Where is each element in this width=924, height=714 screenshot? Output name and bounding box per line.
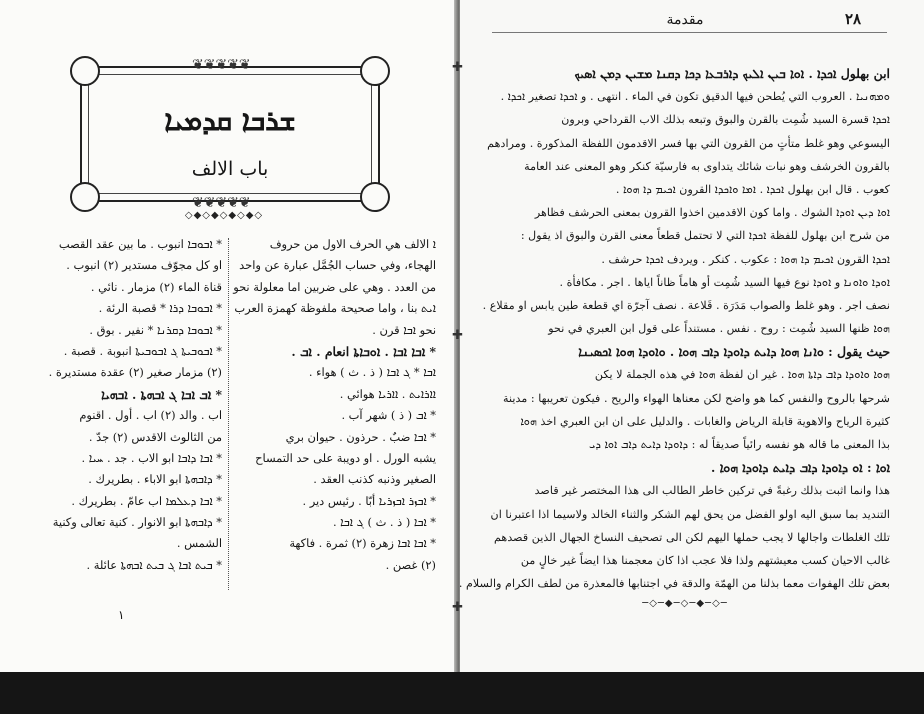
entry-line: * ܐܒܘܒܐ انبوب . ما بين عقد القصب [58,237,222,251]
text-line: التنديد بما سبق اليه اولو الفضل من يحق لهم الشكر والثناء الخالد ولاسيما اذا اعتبرنا ان [490,507,890,521]
entry-line: من العدد . وهي على ضربين اما معلولة نحو [233,279,436,294]
text-line: غالب الاحيان كسب معيشتهم ولذا فلا عجب اذا كان معجمنا هذا ايضاً غير خالٍ من [520,553,890,567]
column-divider [228,238,229,590]
text-line: ܐܟܕܐ قسرة السيد شُمِت بالقرن والبوق وتبعه بذلك الاب القرداحي وبرون [561,113,890,127]
text-line: كثيرة الرياح والاهوية قابلة الرياض والغابات . والدليل على ان ابن العبري اخذ ܗܘܐ [520,414,890,428]
page-number: ١ [118,608,125,622]
text-line: نصف اجر . وهو غلط والصواب مَدَرَة . قَلاعة . نصف آجرّة اي قطعة طين يابس او مقلاع . [482,298,890,312]
chapter-title-frame [80,57,380,211]
entry-line: * ܐܒܙܪ ܐܒܙܪܝܐ أبّا . رئيس دير . [302,493,436,508]
entry-line: يشبه الورل . او دويبة على حد التمساح [255,450,436,465]
margin-mark-icon: ✚ [452,328,463,343]
right-page [452,0,924,672]
entry-line: * ܒܝܬ ܐܒܐ ܓ ܒܝܬ ܐܒܗܬܐ عائلة . [86,557,222,572]
text-line: بذا المعنى ما قاله هو نفسه رائياً صديقاً له : ܕܐܘܕܐ ܕܐܝܬ ܕܐܒ ܐܘܐ ܕܝ [588,438,890,451]
text-line: هذا وانما اثبت بذلك رغبةً في تركين خاطر الطالب الى هذا المختصر غير قاصد [534,484,890,498]
entry-line: * ܐܒ ܐܒܐ ܓ ܐܒܗܬܐ . ܐܒܗܝܐ [101,386,222,402]
entry-line: * ܐܒܐ ضبٌ . حرذون . حيوان بري [285,429,436,444]
chapter-title: ܫܪܒܐ ܩܕܡܝܐ [164,104,296,137]
text-line: بالقرون الخرشف وهو نبات شائك يتداوى به فارسيّة كنكر وهو المعنى عند العامة [524,159,890,173]
text-line: ابن بهلول ܐܟܕܐ . ܐܘܐ ܒܝܢ ܐܠܝܟ ܕܐܪܒܥܐ ܕܟܐ ܕܩܢܐ ܡܫܝܢ ܕܡܢ ܐܣܝܟ [574,66,890,81]
vine-ornament-icon: ❦❦❦❦❦ [192,195,251,211]
text-line: من شرح ابن بهلول للفظة ܐܟܕܐ التي لا تحتمل قطعاً معنى القرن والبوق اذ يقول : [520,229,890,243]
entry-line: ܐܝܬ بنا ، واما صحيحة ملفوظة كهمزة العرب [234,301,436,316]
page-number: ٢٨ [845,10,862,28]
entry-line: (٢) غصن . [385,557,436,572]
text-line: حيث يقول : ܘܐܢܐ ܗܘܐ ܕܐܝܬ ܕܐܘܕܐ ܕܐܒ ܗܘܐ . ܘܐܘܕܐ ܗܘܐ ܐܟܣܝܢܐ [578,344,890,360]
margin-mark-icon: ✚ [452,600,463,615]
frame-corner-ornament [360,56,390,86]
dictionary-column-right [232,234,436,576]
text-line: شرحها بالروح والنفس كما هو واضح لكن معناها الهواء والريح . فيكون تعريبها : مدينة [502,391,890,405]
text-line: ܐܟܕܐ القرون ܐܟܝܡ ܕܐ ܗܘܐ : عكوب . كنكر . ويردف ܐܟܕܐ حرشف . [601,252,890,266]
entry-line: * ܐܒܐ ܐܒܐ . ܐܘܒܐܬܐ انعام . ܐܒ . [291,343,436,359]
entry-line: * ܐܒܐ ܕܥܠܡܐ اب عامّ . بطريرك . [71,493,222,508]
text-line: ܐܘܐ : ܐܘ ܕܐܘܕܐ ܕܐܒ ܕܐܝܬ ܕܐܘܕܐ ܗܘܐ . [710,460,890,476]
divider-ornament-icon: ◇◆◇◆◇◆◇◆◇ [184,210,264,221]
entry-line: * ܐܒܘܒܝܬܐ ܓ ܐܒܘܒܝܬܐ انبوبة . قصبة . [63,343,222,358]
entry-line: الهجاء، وفي حساب الجُمَّل عبارة عن واحد [239,258,436,273]
entry-line: (٢) مزمار صغير (٢) عقدة مستديرة . [48,365,222,380]
entry-line: نحو ܐܒܐ قرن . [372,322,436,337]
entry-line: الصغير وذنبه كذنب العقد . [313,472,436,487]
entry-line: قناة الماء (٢) مزمار . نائي . [90,279,222,294]
chapter-subtitle: باب الالف [191,158,269,180]
text-line: تلك الغلطات واجالها لا يجب حملها اليهم لكن الى تصحيف النساخ الجهال الذين قصدهم [493,530,890,544]
entry-line: او كل مجوّف مستدير (٢) انبوب . [66,258,222,273]
entry-line: اب . والد (٢) اب . أول . اقنوم [79,408,222,423]
text-line: ܐܘܕܐ ܘܐܘܢܐ و ܐܘܕܐ نوع فيها السيد شُمِت أو هاماً ظاناً اياها . اجر . مكافأة . [559,275,890,289]
text-line: اليسوعي وهو غلط متأتٍ من القرون التي بها فسر الاقدمون اللفظة المذكورة . ومرادهم [487,136,890,150]
entry-line: * ܐܒ ( ذ ) شهر آب . [341,408,436,423]
scan-bottom-band [0,672,924,714]
dictionary-column-left [42,234,222,576]
entry-line: الشمس . [176,536,222,551]
running-header: مقدمة [666,12,704,28]
entry-line: ܐ الالف هي الحرف الاول من حروف [269,237,436,251]
text-line: ܗܘܐ ܘܐܘܕܐ ܕܐܒ ܕܐܬܐ ܗܘܐ . غير ان لفظة ܗܘܐ في هذه الجملة لا يكن [594,368,890,382]
margin-mark-icon: ✚ [452,60,463,75]
text-line: ܐܘܐ ܕܝܢ ܐܘܕܐ الشوك . واما كون الاقدمين اخذوا القرون بمعنى الحرشف فظاهر [534,206,890,220]
entry-line: * ܐܒܘܒܐ ܕܪܐ * قصبة الرئة . [98,301,222,316]
entry-line: * ܐܒܘܒܐ ܕܩܪܢܐ * نفير . بوق . [89,322,222,337]
entry-line: * ܐܒܐ ( ذ . ث ) ܓ ܐܒܐ . [332,515,436,530]
entry-line: * ܐܒܐ ܕܐܒܐ ابو الاب . جد . ܚܝܐ . [81,450,222,465]
left-page [0,0,457,672]
header-rule [492,32,887,33]
frame-corner-ornament [360,182,390,212]
text-line: بعض تلك الهفوات معما بذلنا من الهمّة والدقة في اجتنابها فالمعذرة من لطف الكرام والسلام . [458,577,890,591]
frame-corner-ornament [70,182,100,212]
divider-ornament-icon: ─◇─◆─◇─◆─◇─ [642,598,728,609]
text-line: ܗܘܐ ظنها السيد شُمِت : روح . نفس . مستنداً على قول ابن العبري في نحو [548,322,890,336]
text-line: ܘܡܗܢܝܐ . العروب التي يُطحن فيها الدقيق تكون في الماء . انتهى . و ܐܟܕܐ تصغير ܐܟܕܐ . [500,90,890,104]
introduction-text [458,62,890,595]
entry-line: من الثالوث الاقدس (٢) جدّ . [88,429,222,444]
frame-corner-ornament [70,56,100,86]
entry-line: * ܕܐܒܗܬܐ ابو الاباء . بطريرك . [88,472,222,487]
entry-line: * ܐܒܐ ܐܒܐ زهرة (٢) ثمرة . فاكهة [289,536,436,551]
entry-line: ܐܐܪܐܝܬ . ܐܐܪܝܐ هوائي . [339,386,436,401]
vine-ornament-icon: ❦❦❦❦❦ [192,57,251,73]
text-line: كعوب . قال ابن بهلول ܐܟܕܐ . ܐܡܐ ܘܐܟܕܐ القرون ܐܟܝܡ ܕܐ ܗܘܐ . [615,182,890,196]
entry-line: ܐܒܐ * ܓ ܐܒܐ ( ذ . ث ) هواء . [308,365,436,380]
entry-line: * ܕܐܒܗܬܐ ابو الانوار . كنية تعالى وكنية [52,515,222,530]
